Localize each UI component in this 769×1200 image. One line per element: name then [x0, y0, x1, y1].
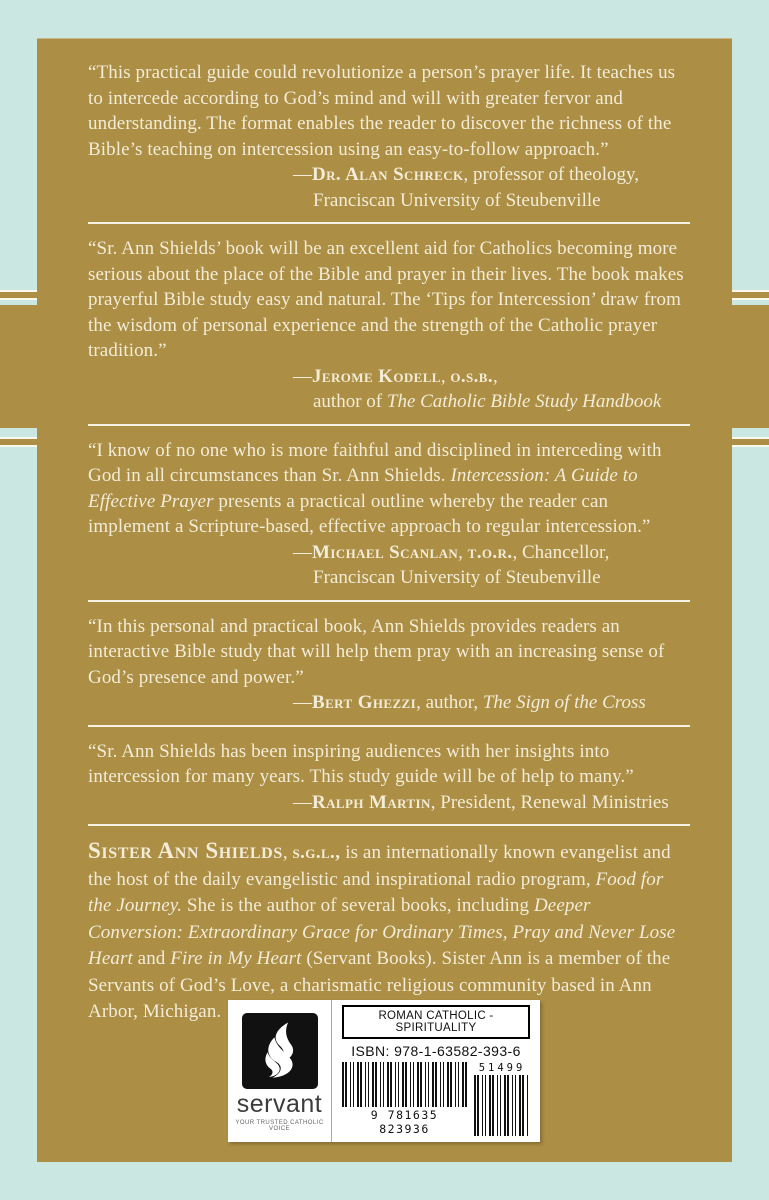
addon-digits: 51499	[478, 1062, 526, 1074]
attribution-line	[293, 790, 690, 816]
quote-attribution	[293, 364, 690, 415]
text-segment: “Sr. Ann Shields has been inspiring audiences with her insights into intercession for many years. This study guide will be of help to many.”	[88, 740, 634, 787]
text-segment: , professor of theology,	[463, 164, 640, 185]
book-back-cover	[37, 38, 732, 1162]
ean-barcode	[342, 1062, 467, 1136]
text-segment: “Sr. Ann Shields’ book will be an excellent aid for Catholics becoming more serious about the place of the Bible and prayer in their lives. The book makes prayerful Bible study easy and natural. The ‘Tips for Intercession’ draw from the wisdom of personal experience and the strength of the Catholic prayer tradition.”	[88, 238, 684, 361]
ean-digits: 9 781635 823936	[370, 1108, 439, 1136]
text-segment: Dr. Alan Schreck	[312, 164, 464, 185]
text-segment: , author,	[416, 692, 483, 713]
text-segment: Ralph Martin	[312, 791, 431, 813]
text-segment: ,	[440, 365, 451, 387]
attribution-line	[293, 364, 690, 390]
quote-block	[88, 60, 690, 224]
category-label: ROMAN CATHOLIC - SPIRITUALITY	[342, 1005, 530, 1039]
text-segment: Sister Ann Shields	[88, 838, 283, 863]
attribution-line	[313, 565, 690, 591]
publisher-name: servant	[236, 1090, 323, 1118]
divider-line	[88, 824, 690, 826]
divider-line	[88, 222, 690, 224]
quote-attribution	[293, 790, 690, 816]
barcode-panel	[228, 1000, 540, 1142]
flame-icon	[249, 1020, 311, 1082]
text-segment: The Catholic Bible Study Handbook	[386, 391, 662, 412]
quote-text	[88, 236, 690, 364]
text-segment: Deeper Conversion: Extraordinary Grace for Ordinary Times, Pray and Never Lose Heart	[88, 895, 676, 969]
divider-line	[88, 600, 690, 602]
quote-block	[88, 236, 690, 426]
addon-bars	[474, 1075, 530, 1136]
text-segment: is an internationally known evangelist and the host of the daily evangelistic and inspirational radio program,	[88, 842, 671, 890]
quote-block	[88, 438, 690, 602]
divider-line	[88, 725, 690, 727]
text-segment: —	[293, 692, 312, 713]
text-segment: —	[293, 365, 312, 387]
barcode-row	[340, 1062, 532, 1136]
text-segment: —	[293, 164, 312, 185]
text-segment: ,	[458, 541, 468, 563]
quote-block	[88, 614, 690, 727]
text-segment: , Chancellor,	[512, 541, 610, 563]
text-segment: “In this personal and practical book, Ann Shields provides readers an interactive Bible study that will help them pray with an increasing sense of God’s presence and power.”	[88, 615, 665, 688]
text-segment: ,	[282, 842, 293, 863]
attribution-line	[313, 389, 690, 415]
quote-block	[88, 739, 690, 827]
text-segment: “This practical guide could revolutionize a person’s prayer life. It teaches us to intercede according to God’s mind and will with greater fervor and understanding. The format enables the reader to discover the richness of the Bible’s teaching on intercession using an easy-to-follow approach.”	[88, 62, 676, 160]
publisher-tagline: YOUR TRUSTED CATHOLIC VOICE	[235, 1120, 324, 1132]
servant-flame-logo	[242, 1013, 318, 1089]
text-segment: s.g.l.,	[292, 842, 341, 863]
quotes-section	[88, 60, 690, 826]
quote-text	[88, 739, 690, 790]
attribution-line	[313, 188, 690, 214]
text-segment: Food for the Journey.	[88, 868, 664, 916]
text-segment: She is the author of several books, including	[182, 895, 534, 916]
attribution-line	[293, 162, 690, 188]
text-segment: Jerome Kodell	[312, 365, 441, 387]
text-segment: author of	[313, 391, 387, 412]
barcode-block	[332, 1000, 540, 1142]
text-segment: “I know of no one who is more faithful and disciplined in interceding with God in all circumstances than Sr. Ann Shields.	[88, 439, 662, 486]
text-segment: presents a practical outline whereby the reader can implement a Scripture-based, effective approach to regular intercession.”	[88, 490, 651, 537]
price-addon-barcode	[474, 1062, 530, 1136]
attribution-line	[293, 540, 690, 566]
text-segment: Franciscan University of Steubenville	[313, 189, 601, 211]
quote-text	[88, 614, 690, 691]
ean-bars	[342, 1062, 467, 1107]
quote-text	[88, 438, 690, 540]
divider-line	[88, 424, 690, 426]
text-segment: and	[132, 948, 171, 969]
text-segment: Fire in My Heart	[170, 948, 302, 969]
quote-attribution	[293, 162, 690, 213]
text-segment: Bert Ghezzi	[312, 692, 417, 713]
text-segment: ,	[493, 365, 498, 387]
text-segment: (Servant Books). Sister Ann is a member of the Servants of God’s Love, a charismatic religious community based in Ann Arbor, Michigan.	[88, 948, 671, 1022]
isbn-label: ISBN: 978-1-63582-393-6	[351, 1043, 521, 1059]
quote-attribution	[293, 690, 690, 716]
quote-attribution	[293, 540, 690, 591]
text-segment: , President, Renewal Ministries	[430, 791, 669, 813]
text-segment: Michael Scanlan	[312, 541, 459, 563]
text-segment: o.s.b.	[450, 365, 494, 387]
text-segment: Intercession: A Guide to Effective Prayer	[88, 465, 638, 512]
quote-text	[88, 60, 690, 162]
text-segment: Franciscan University of Steubenville	[313, 567, 601, 588]
text-segment: The Sign of the Cross	[482, 692, 646, 713]
cover-content	[37, 38, 732, 1026]
publisher-logo-block	[228, 1000, 332, 1142]
attribution-line	[293, 690, 690, 716]
text-segment: t.o.r.	[467, 541, 513, 563]
author-bio	[88, 838, 690, 1026]
text-segment: —	[293, 541, 312, 563]
text-segment: —	[293, 791, 312, 813]
